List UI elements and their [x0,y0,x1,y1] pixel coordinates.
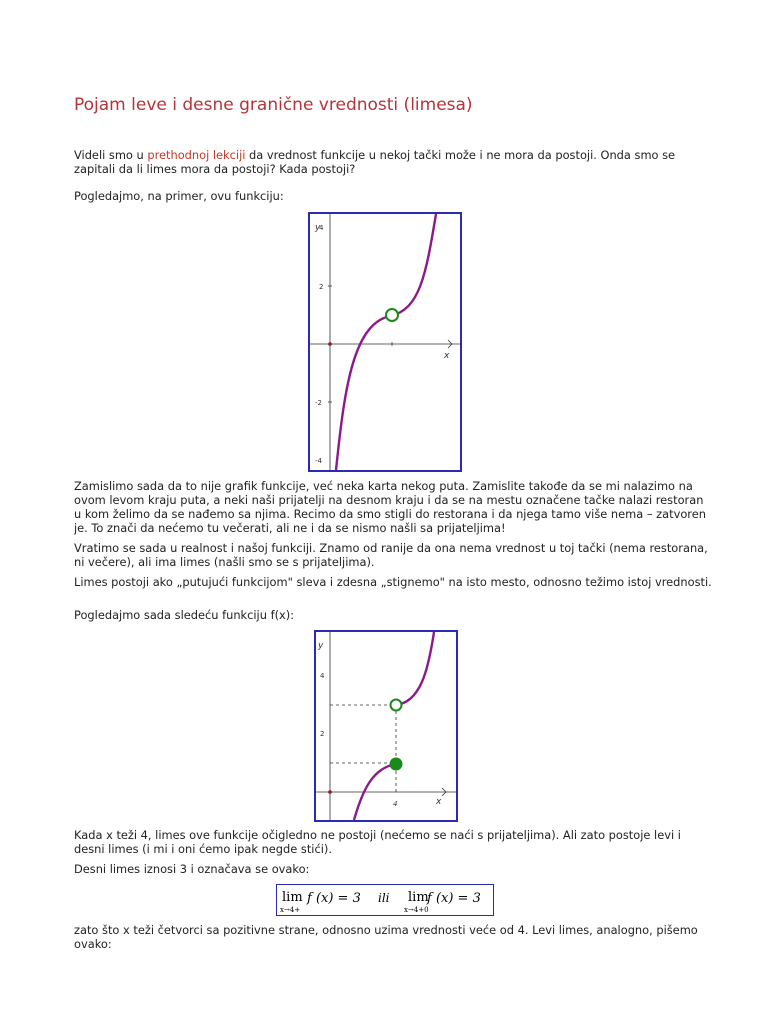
hole-point [386,309,398,321]
tick-label: 2 [319,283,324,291]
y-axis-label: y [315,223,321,233]
filled-point [390,758,403,771]
or-word: ili [378,891,390,905]
tick-label: 4 [319,224,324,232]
limit-expression: f (x) = 3 [427,891,481,906]
x-tick-label: 4 [393,800,398,808]
page-title: Pojam leve i desne granične vrednosti (limesa) [74,95,473,116]
paragraph-next-function: Pogledajmo sada sledeću funkciju f(x): [74,608,295,622]
paragraph-left-limit: zato što x teži četvorci sa pozitivne strane, odnosno uzima vrednosti veće od 4. Levi limes, analogno, pišemo ovako: [74,923,698,951]
limit-expression: f (x) = 3 [307,891,361,906]
intro-text-before: Videli smo u [74,148,148,162]
intro-paragraph [74,148,714,176]
lim-symbol: lim [408,890,429,905]
function-curve [336,214,436,470]
paragraph-reality: Vratimo se sada u realnost i našoj funkciji. Znamo od ranije da ona nema vrednost u toj tački (nema restorana, ni večere), ali ima limes (našli smo se s prijateljima). [74,541,708,569]
y-axis-label: y [318,641,324,651]
tick-label: -2 [315,399,322,407]
tick-label: 2 [320,730,325,738]
paragraph-left-right-limits: Kada x teži 4, limes ove funkcije očigledno ne postoji (nećemo se naći s prijateljima). Ali zato postoje levi i desni limes (i mi i oni ćemo ipak negde stići). [74,828,681,856]
paragraph-limit-exists: Limes postoji ako „putujući funkcijom" sleva i zdesna „stignemo" na isto mesto, odnosno težimo istoj vrednosti. [74,575,712,589]
intro-text-after: da vrednost funkcije u nekoj tački može i ne mora da postoji. Onda smo se zapitali da li limes mora da postoji? Kada postoji? [74,148,676,176]
paragraph-right-limit: Desni limes iznosi 3 i označava se ovako: [74,862,310,876]
lim-subscript: x→4+ [280,906,301,914]
x-axis-label: x [444,351,450,361]
lim-subscript: x→4+0 [404,906,429,914]
tick-label: 4 [320,672,325,680]
paragraph-road-map: Zamislimo sada da to nije grafik funkcije, već neka karta nekog puta. Zamislite takođe da se mi nalazimo na ovom levom kraju puta, a neki naši prijatelji na desnom kraju i da se na mestu označene tačke nalazi restoran u kom želimo da se nađemo sa njima. Recimo da smo stigli do restorana i da njega tamo više nema – zatvoren je. To znači da nećemo tu večerati, ali ne i da se nismo našli sa prijateljima! [74,479,706,535]
x-axis-label: x [436,797,442,807]
previous-lesson-link[interactable]: prethodnoj lekciji [147,148,246,162]
open-point [391,700,402,711]
right-branch-curve [396,632,434,705]
lim-symbol: lim [282,890,303,905]
paragraph-look: Pogledajmo, na primer, ovu funkciju: [74,189,284,203]
right-limit-formula [276,884,494,916]
tick-label: -4 [315,457,322,465]
function-graph-1 [308,212,462,472]
function-graph-2 [314,630,458,822]
